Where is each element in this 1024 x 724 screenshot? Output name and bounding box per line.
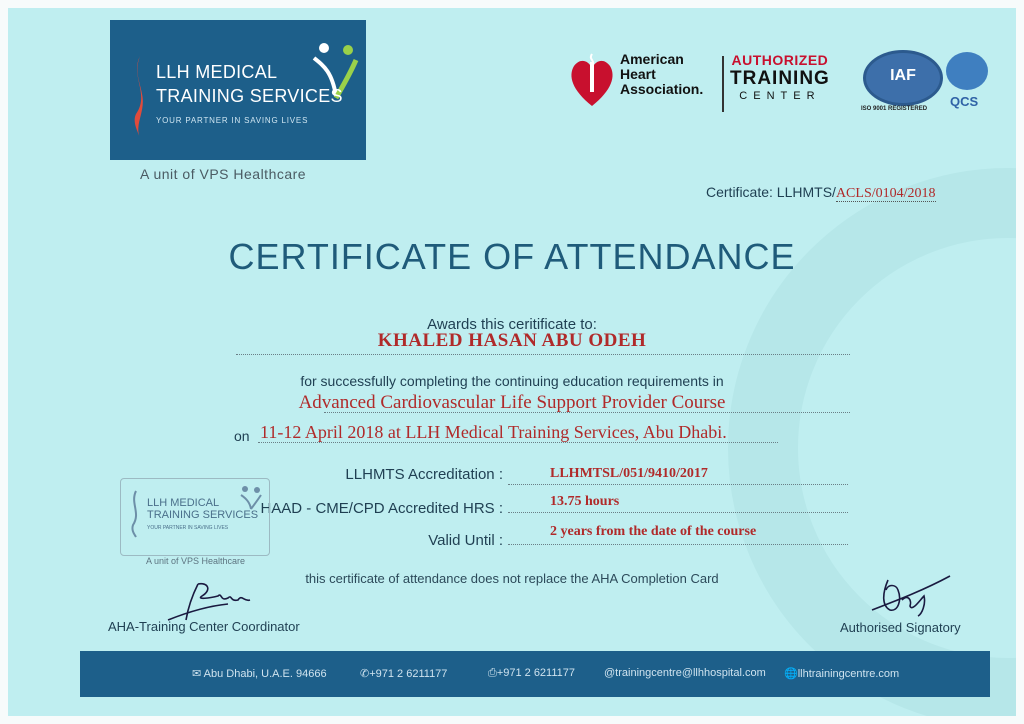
completion-text: for successfully completing the continuing education requirements in bbox=[300, 373, 724, 389]
footer-address-text: Abu Dhabi, U.A.E. 94666 bbox=[203, 668, 327, 680]
qcs-globe-icon bbox=[946, 52, 988, 90]
certificate-number-label: Certificate: LLHMTS/ bbox=[706, 184, 836, 200]
aha-line1: American bbox=[620, 51, 684, 67]
footer-phone-text: +971 2 6211177 bbox=[369, 668, 448, 680]
certificate-paper bbox=[8, 8, 1016, 716]
certificate-number-value: ACLS/0104/2018 bbox=[835, 186, 936, 201]
valid-until-label: Valid Until : bbox=[428, 532, 503, 549]
footer-email-text: trainingcentre@llhhospital.com bbox=[615, 667, 766, 679]
stamp-people-icon bbox=[239, 485, 263, 511]
certificate-title: CERTIFICATE OF ATTENDANCE bbox=[228, 236, 796, 277]
flame-icon bbox=[128, 54, 150, 140]
valid-until-value: 2 years from the date of the course bbox=[550, 524, 757, 539]
atc-center: CENTER bbox=[739, 90, 821, 102]
footer-fax-text: +971 2 6211177 bbox=[496, 667, 576, 679]
fax-icon: ⎙ bbox=[488, 667, 497, 679]
authorized-training-center bbox=[730, 52, 830, 102]
at-icon: @ bbox=[604, 667, 616, 679]
footer-contact-bar bbox=[80, 651, 990, 697]
footer-web-text: llhtrainingcentre.com bbox=[797, 668, 900, 680]
llh-logo bbox=[110, 20, 366, 160]
authorised-signature bbox=[868, 570, 958, 620]
course-dates: 11-12 April 2018 at LLH Medical Training Services, Abu Dhabi. bbox=[260, 422, 727, 442]
on-label: on bbox=[234, 428, 250, 444]
awards-text: Awards this ceritificate to: bbox=[427, 316, 597, 333]
atc-training: TRAINING bbox=[730, 68, 830, 89]
globe-icon: 🌐 bbox=[784, 668, 798, 680]
mail-icon: ✉ bbox=[192, 668, 204, 680]
stamp-flame-icon bbox=[129, 489, 141, 539]
recipient-underline bbox=[236, 354, 850, 355]
qcs-text: QCS bbox=[950, 94, 979, 109]
authorised-signatory-title: Authorised Signatory bbox=[840, 620, 961, 635]
recipient-name: KHALED HASAN ABU ODEH bbox=[377, 330, 647, 351]
logo-tagline: YOUR PARTNER IN SAVING LIVES bbox=[156, 116, 309, 125]
footer-fax bbox=[488, 667, 575, 680]
cme-hours-value: 13.75 hours bbox=[550, 494, 620, 509]
logo-line2: TRAINING SERVICES bbox=[156, 86, 343, 106]
cme-hours-label: HAAD - CME/CPD Accredited HRS : bbox=[260, 500, 503, 517]
iaf-text: IAF bbox=[890, 67, 916, 84]
dates-underline bbox=[258, 442, 778, 443]
aha-divider bbox=[722, 56, 724, 112]
aha-card-note: this certificate of attendance does not replace the AHA Completion Card bbox=[305, 571, 719, 586]
coordinator-title: AHA-Training Center Coordinator bbox=[108, 619, 300, 634]
aha-heart-torch-icon bbox=[568, 52, 616, 108]
footer-email bbox=[604, 667, 766, 679]
footer-web bbox=[784, 667, 899, 680]
iso-text: ISO 9001 REGISTERED bbox=[861, 106, 928, 112]
footer-address bbox=[192, 667, 327, 680]
accreditation-value: LLHMTSL/051/9410/2017 bbox=[550, 466, 708, 481]
aha-line2: Heart bbox=[620, 66, 656, 82]
stamp-tagline: YOUR PARTNER IN SAVING LIVES bbox=[147, 525, 229, 531]
aha-line3: Association. bbox=[620, 81, 704, 97]
accreditation-underline bbox=[508, 484, 848, 485]
cme-hours-underline bbox=[508, 512, 848, 513]
aha-name bbox=[620, 52, 703, 97]
stamp-line1: LLH MEDICAL bbox=[147, 497, 220, 509]
certificate-number bbox=[706, 184, 936, 202]
coordinator-signature bbox=[158, 576, 288, 624]
logo-unit-text: A unit of VPS Healthcare bbox=[140, 166, 307, 182]
llh-stamp bbox=[120, 478, 270, 556]
phone-icon: ✆ bbox=[360, 668, 370, 680]
iaf-logo bbox=[863, 50, 943, 106]
course-name: Advanced Cardiovascular Life Support Provider Course bbox=[298, 392, 726, 413]
stamp-line2: TRAINING SERVICES bbox=[147, 509, 259, 521]
stamp-unit-text: A unit of VPS Healthcare bbox=[146, 556, 246, 566]
valid-until-underline bbox=[508, 544, 848, 545]
course-underline bbox=[324, 412, 850, 413]
logo-line1: LLH MEDICAL bbox=[156, 62, 278, 82]
footer-phone bbox=[360, 667, 447, 680]
accreditation-label: LLHMTS Accreditation : bbox=[345, 466, 503, 483]
atc-authorized: AUTHORIZED bbox=[731, 52, 829, 68]
